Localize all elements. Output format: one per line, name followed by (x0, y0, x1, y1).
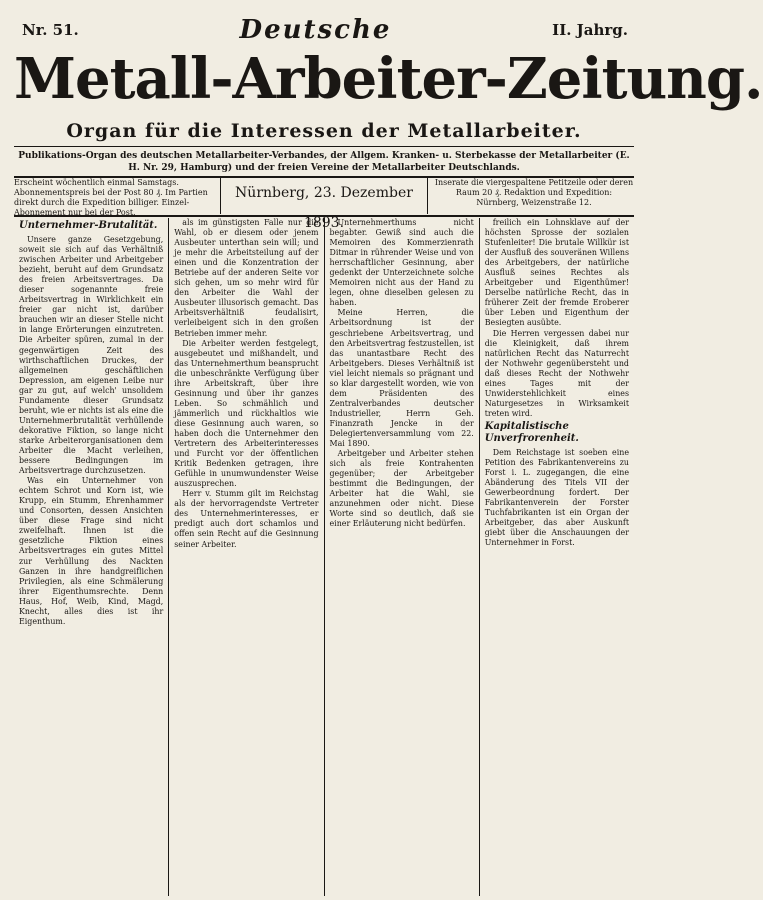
year-volume: II. Jahrg. (552, 21, 628, 39)
article-paragraph: Meine Herren, die Arbeitsordnung ist der geschriebene Arbeitsvertrag, und den Arbeitsvertrag festzustellen, ist das unantastbare Recht des Arbeitgebers. Dieses Verhältniß ist viel leicht niemals so prägnant und so klar dargestellt worden, wie von dem Präsidenten des Zentralverbandes deutscher Industrieller, Herrn Geh. Finanzrath Jencke in der Delegiertenversammlung vom 22. Mai 1890. (329, 308, 474, 449)
article-paragraph: Was ein Unternehmer von echtem Schrot und Korn ist, wie Krupp, ein Stumm, Ehrenhammer und Consorten, dessen Ansichten über diese Frage sind nicht zweifelhaft. Ihnen ist die gesetzliche Fiktion eines Arbeitsvertrages ein gutes Mittel zur Verhüllung des Nackten Ganzen in ihre handgreiflichen Privilegien, als eine Schmälerung ihrer Eigenthumsrechte. Denn Haus, Hof, Weib, Kind, Magd, Knecht, alles dies ist ihr Eigenthum. (19, 476, 164, 626)
divider (14, 215, 634, 217)
article-paragraph: Die Arbeiter werden festgelegt, ausgebeutet und mißhandelt, und das Unternehmerthum beansprucht die unbeschränkte Verfügung über ihre Arbeitskraft, über ihre Gesinnung und über ihr ganzes Leben. So schmählich und jämmerlich und rückhaltlos wie diese Gesinnung auch waren, so haben doch die Unternehmer den Vertretern des Arbeiterinteresses und Furcht vor der öffentlichen Kritik Bedenken getragen, ihre Gefühle in unumwundenster Weise auszusprechen. (174, 338, 319, 489)
article-paragraph: Die Herren vergessen dabei nur die Kleinigkeit, daß ihrem natürlichen Recht das Naturrecht der Nothwehr gegenübersteht und daß dieses Recht der Nothwehr eines Tages mit der Unwiderstehlichkeit eines Naturgesetzes in Wirksamkeit treten wird. (484, 328, 629, 418)
article-heading: Unternehmer-Brutalität. (19, 220, 158, 231)
masthead-deutsche: Deutsche (239, 15, 392, 45)
issue-number: Nr. 51. (22, 21, 79, 39)
divider (14, 146, 634, 147)
column-1 (14, 218, 168, 896)
article-paragraph: Arbeitgeber und Arbeiter stehen sich als freie Kontrahenten gegenüber; der Arbeitgeber bestimmt die Bedingungen, der Arbeiter hat die Wahl, sie anzunehmen oder nicht. Diese Worte sind so deutlich, daß sie einer Erläuterung nicht bedürfen. (329, 449, 474, 529)
article-paragraph: Dem Reichstage ist soeben eine Petition des Fabrikantenvereins zu Forst i. L. zugegangen, die eine Abänderung des Titels VII der Gewerbeordnung fordert. Der Fabrikantenverein der Forster Tuchfabrikanten ist ein Organ der Arbeitgeber, das aber Auskunft giebt über die Anschauungen der Unternehmer in Forst. (484, 447, 629, 548)
article-columns (14, 218, 634, 896)
article-heading: Kapitalistische Unverfrorenheit. (484, 420, 579, 444)
column-2 (168, 218, 323, 896)
article-paragraph: freilich ein Lohnsklave auf der höchsten Sprosse der sozialen Stufenleiter! Die brutale Willkür ist der Ausfluß des souveränen Willens des Arbeitgebers, der natürliche Ausfluß seines Rechtes als Arbeitgeber und Eigenthümer! Derselbe natürliche Recht, das in früherer Zeit der fremde Eroberer über Leben und Eigenthum der Besiegten ausübte. (484, 218, 629, 328)
newspaper-title: Metall-Arbeiter-Zeitung. (14, 46, 763, 112)
article-paragraph: Herr v. Stumm gilt im Reichstag als der hervorragendste Vertreter des Unternehmerinteresses, er predigt auch dort schamlos und offen sein Recht auf die Gesinnung seiner Arbeiter. (174, 489, 319, 549)
article-paragraph: als im günstigsten Falle nur die Wahl, ob er diesem oder jenem Ausbeuter unterthan sein will; und je mehr die Arbeitsteilung auf der einen und die Konzentration der Betriebe auf der anderen Seite vor sich gehen, um so mehr wird für den Arbeiter die Wahl der Ausbeuter illusorisch gemacht. Das Arbeitsverhältniß feudalisirt, verleibeigent sich in den großen Betrieben immer mehr. (174, 218, 319, 338)
advertising-info: Inserate die viergespaltene Petitzeile oder deren Raum 20 ₰. Redaktion und Expedition: Nürnberg, Weizenstraße 12. (434, 178, 634, 207)
issue-date: Nürnberg, 23. Dezember 1893. (221, 178, 428, 214)
publication-line: Publikations-Organ des deutschen Metallarbeiter-Verbandes, der Allgem. Kranken- u. Sterbekasse der Metallarbeiter (E. H. Nr. 29, Hamburg) und der freien Vereine der Metallarbeiter Deutschlands. (18, 151, 630, 173)
column-4 (479, 218, 634, 896)
article-paragraph: Unsere ganze Gesetzgebung, soweit sie sich auf das Verhältniß zwischen Arbeiter und Arbeitgeber bezieht, beruht auf dem Grundsatz des freien Arbeitsvertrages. Da dieser sogenannte freie Arbeitsvertrag in Wirklichkeit ein freier gar nicht ist, darüber brauchen wir an dieser Stelle nicht in lange Erörterungen einzutreten. Die Arbeiter spüren, zumal in der gegenwärtigen Zeit des wirthschaftlichen Druckes, der allgemeinen geschäftlichen Depression, am eigenen Leibe nur gar zu gut, auf welch' unsolidem Fundamente dieser Grundsatz beruht, wie er nichts ist als eine die Unternehmerbrutalität verhüllende dekorative Fiktion, so lange nicht starke Arbeiterorganisationen dem Arbeiter die Macht verleihen, bessere Bedingungen im Arbeitsvertrage durchzusetzen. (19, 235, 164, 476)
subscription-info: Erscheint wöchentlich einmal Samstags. Abonnementspreis bei der Post 80 ₰. Im Partien direkt durch die Expedition billiger. Einzel-Abonnement nur bei der Post. (14, 178, 221, 214)
column-3 (324, 218, 479, 896)
masthead-top-row (22, 15, 628, 45)
article-paragraph: Unternehmerthums nicht begabter. Gewiß sind auch die Memoiren des Kommerzienrath Ditmar in rührender Weise und von herrschaftlicher Gesinnung, aber gedenkt der Unterzeichnete solche Memoiren nicht aus der Hand zu legen, ohne dieselben gelesen zu haben. (329, 218, 474, 308)
newspaper-subtitle: Organ für die Interessen der Metallarbeiter. (66, 120, 582, 142)
